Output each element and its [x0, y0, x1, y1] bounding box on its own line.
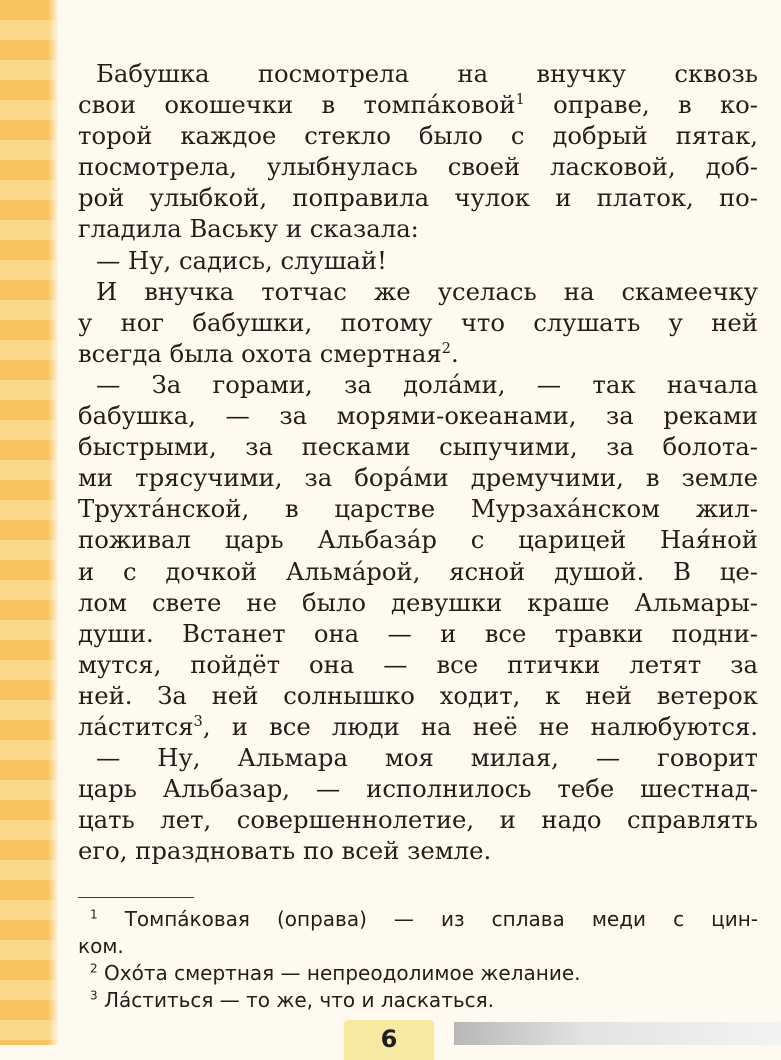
text-line: — Ну, Альмара моя милая, — говорит [96, 743, 758, 773]
footnote: $^1$ Томпа́ковая (оправа) — из сплава меди с цин- [90, 907, 759, 931]
footnote: ком. [78, 934, 124, 958]
footnotes [78, 906, 758, 1014]
text-line: души. Встанет она — и все травки подни- [78, 618, 758, 648]
text-line: его, праздновать по всей земле. [78, 836, 492, 866]
page-number: 6 [344, 1020, 434, 1060]
text-line: царь Альбазар, — исполнилось тебе шестнад- [78, 774, 758, 804]
footnote-ref: 2 [441, 339, 451, 357]
text-line: всегда была охота смертная$^2$. [78, 338, 459, 368]
text-line: ла́стится$^3$, и все люди на неё не налюбуются. [78, 711, 758, 741]
text-line: ми трясучими, за бора́ми дремучими, в земле [78, 463, 758, 493]
text-line: — За горами, за дола́ми, — так начала [96, 369, 758, 399]
text-line: бабушка, — за морями-океанами, за реками [78, 401, 758, 431]
text-line: И внучка тотчас же уселась на скамеечку [96, 276, 758, 306]
text-line: Бабушка посмотрела на внучку сквозь [96, 59, 758, 88]
page-edge-tab [454, 1022, 781, 1045]
text-line: свои окошечки в томпа́ковой$^1$ оправе, в ко- [78, 90, 758, 120]
text-line: поживал царь Альбаза́р с царицей Ная́ной [78, 525, 758, 555]
story-text [78, 58, 758, 866]
text-line: гладила Ваську и сказала: [78, 214, 419, 244]
text-line: и с дочкой Альма́рой, ясной душой. В це- [78, 556, 758, 586]
text-line: быстрыми, за песками сыпучими, за болота- [78, 432, 758, 462]
text-line: торой каждое стекло было с добрый пятак, [78, 121, 758, 151]
text-line: рой улыбкой, поправила чулок и платок, по- [78, 183, 758, 213]
text-line: лом свете не было девушки краше Альмары- [78, 587, 758, 617]
decorative-side-stripe [0, 0, 58, 1045]
text-line: цать лет, совершеннолетие, и надо справлять [78, 805, 758, 835]
footnote: $^3$ Ла́ститься — то же, что и ласкаться. [90, 988, 495, 1012]
text-line: — Ну, садись, слушай! [96, 245, 387, 275]
text-line: мутся, пойдёт она — все птички летят за [78, 649, 758, 679]
text-line: Трухта́нской, в царстве Мурзаха́нском жил- [78, 494, 758, 524]
text-line: у ног бабушки, потому что слушать у ней [78, 307, 758, 337]
footnote-ref: 3 [193, 712, 203, 730]
footnote: $^2$ Охо́та смертная — непреодолимое желание. [90, 961, 581, 985]
footnote-ref: 1 [515, 91, 525, 108]
text-line: посмотрела, улыбнулась своей ласковой, доб- [78, 152, 758, 182]
text-line: ней. За ней солнышко ходит, к ней ветерок [78, 680, 758, 710]
footnote-divider [78, 897, 194, 898]
